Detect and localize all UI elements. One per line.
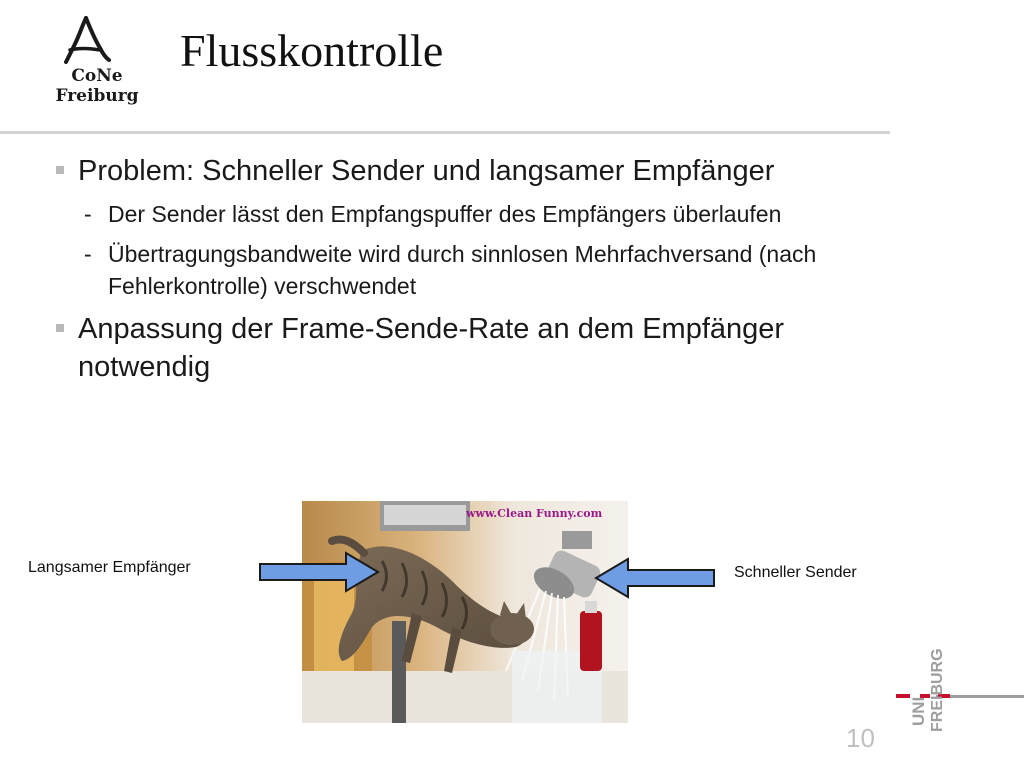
cone-freiburg-logo <box>44 16 154 116</box>
cat-faucet-illustration <box>302 501 628 723</box>
arrow-left-icon <box>592 556 716 600</box>
sub-bullet-2 <box>52 238 832 302</box>
photo-watermark: www.Clean Funny.com <box>466 507 603 520</box>
sub-bullet-dash: - <box>84 241 92 267</box>
cone-logo-mark-icon <box>60 16 130 68</box>
slide-content <box>52 152 832 386</box>
sub-bullet-dash: - <box>84 201 92 227</box>
bullet-1: Problem: Schneller Sender und langsamer Empfänger <box>52 152 832 190</box>
slide-title: Flusskontrolle <box>180 25 444 76</box>
sub-bullet-text: Der Sender lässt den Empfangspuffer des Empfängers überlaufen <box>108 201 782 227</box>
sub-bullet-text: Übertragungsbandweite wird durch sinnlosen Mehrfachversand (nach Fehlerkontrolle) verschwendet <box>108 241 817 299</box>
arrow-right-icon <box>258 550 382 594</box>
logo-text-freiburg: FREIBURG <box>929 648 946 732</box>
title-divider <box>0 131 890 134</box>
sub-bullet-1 <box>52 198 832 230</box>
uni-logo-text-block <box>906 640 966 740</box>
logo-line-cone: CoNe <box>71 66 123 86</box>
logo-line-freiburg: Freiburg <box>55 86 139 106</box>
logo-text-uni: UNI <box>909 696 928 726</box>
uni-freiburg-logo <box>900 640 1024 740</box>
label-slow-receiver: Langsamer Empfänger <box>28 559 191 576</box>
label-fast-sender: Schneller Sender <box>734 564 857 581</box>
bullet-2: Anpassung der Frame-Sende-Rate an dem Empfänger notwendig <box>52 310 832 386</box>
cat-faucet-photo <box>302 501 628 723</box>
page-number: 10 <box>846 723 875 753</box>
